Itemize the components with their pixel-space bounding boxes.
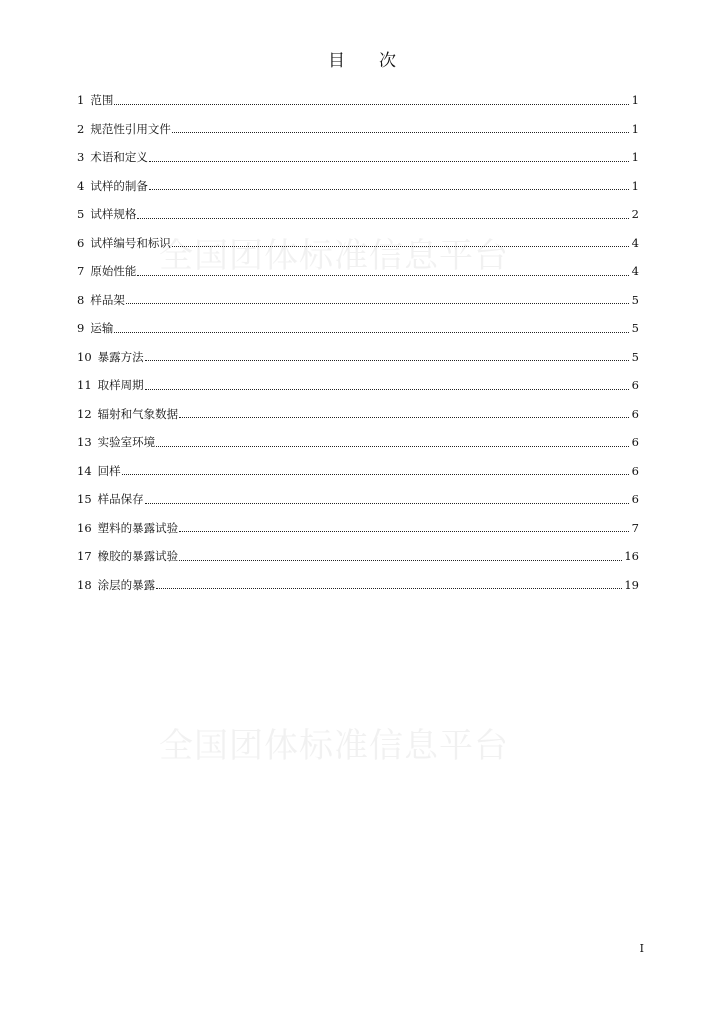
toc-leader-dots <box>145 379 629 392</box>
toc-entry-page: 5 <box>631 349 639 364</box>
toc-entry-page: 2 <box>631 207 639 222</box>
toc-entry-number: 2 <box>77 121 85 136</box>
toc-entry-title: 试样编号和标识 <box>90 235 171 250</box>
toc-leader-dots <box>149 179 629 192</box>
toc-entry-number: 7 <box>77 264 85 279</box>
toc-entry-page: 7 <box>631 520 639 535</box>
toc-entry-page: 6 <box>631 435 639 450</box>
toc-entry-number: 15 <box>77 492 92 507</box>
toc-entry-page: 6 <box>631 378 639 393</box>
toc-entry-number: 5 <box>77 207 85 222</box>
toc-leader-dots <box>179 550 622 563</box>
toc-leader-dots <box>149 151 629 164</box>
toc-entry[interactable] <box>77 400 639 429</box>
toc-entry[interactable] <box>77 314 639 343</box>
toc-entry-number: 16 <box>77 520 92 535</box>
toc-leader-dots <box>145 350 629 363</box>
toc-entry-number: 14 <box>77 463 92 478</box>
toc-entry-page: 1 <box>631 178 639 193</box>
toc-entry-number: 12 <box>77 406 92 421</box>
toc-entry[interactable] <box>77 229 639 258</box>
toc-entry[interactable] <box>77 428 639 457</box>
toc-entry-page: 6 <box>631 492 639 507</box>
toc-entry-number: 17 <box>77 549 92 564</box>
toc-entry-number: 10 <box>77 349 92 364</box>
toc-entry-number: 13 <box>77 435 92 450</box>
toc-entry-title: 原始性能 <box>90 264 137 279</box>
toc-leader-dots <box>156 436 629 449</box>
toc-entry-number: 1 <box>77 93 85 108</box>
toc-entry-page: 19 <box>624 577 639 592</box>
toc-entry-page: 1 <box>631 121 639 136</box>
toc-entry-number: 9 <box>77 321 85 336</box>
watermark: 全国团体标准信息平台 <box>159 236 509 276</box>
toc-entry-title: 样品保存 <box>97 492 144 507</box>
toc-entry-page: 16 <box>624 549 639 564</box>
toc-leader-dots <box>145 493 629 506</box>
toc-entry[interactable] <box>77 115 639 144</box>
toc-entry-title: 涂层的暴露 <box>97 577 156 592</box>
toc-leader-dots <box>179 407 629 420</box>
toc-entry-page: 5 <box>631 292 639 307</box>
toc-entry-title: 暴露方法 <box>97 349 144 364</box>
toc-leader-dots <box>126 293 629 306</box>
toc-entry-page: 4 <box>631 235 639 250</box>
toc-entry-title: 运输 <box>90 321 114 336</box>
toc-entry[interactable] <box>77 172 639 201</box>
toc-entry-title: 规范性引用文件 <box>90 121 171 136</box>
toc-leader-dots <box>137 208 629 221</box>
toc-leader-dots <box>137 265 629 278</box>
toc-entry-page: 1 <box>631 93 639 108</box>
watermark: 全国团体标准信息平台 <box>159 726 509 766</box>
toc-entry-page: 1 <box>631 150 639 165</box>
toc-entry-number: 6 <box>77 235 85 250</box>
toc-entry-number: 8 <box>77 292 85 307</box>
toc-entry[interactable] <box>77 343 639 372</box>
page-title-part: 目 <box>328 51 345 71</box>
toc-leader-dots <box>179 521 629 534</box>
toc-entry[interactable] <box>77 257 639 286</box>
toc-entry[interactable] <box>77 371 639 400</box>
toc-entry[interactable] <box>77 200 639 229</box>
toc-entry-title: 试样的制备 <box>90 178 148 193</box>
toc-entry-title: 辐射和气象数据 <box>97 406 179 421</box>
page-number: I <box>639 942 644 955</box>
toc-entry-page: 6 <box>631 463 639 478</box>
toc-entry[interactable] <box>77 514 639 543</box>
table-of-contents <box>77 86 639 599</box>
toc-entry-number: 4 <box>77 178 85 193</box>
page-title <box>0 46 724 71</box>
toc-entry-title: 试样规格 <box>90 207 137 222</box>
toc-leader-dots <box>172 122 629 135</box>
toc-leader-dots <box>122 464 629 477</box>
toc-entry-number: 11 <box>77 378 92 393</box>
page-title-part: 次 <box>379 51 396 71</box>
toc-entry-page: 4 <box>631 264 639 279</box>
toc-entry[interactable] <box>77 86 639 115</box>
toc-leader-dots <box>156 578 622 591</box>
toc-leader-dots <box>172 236 629 249</box>
toc-entry-title: 回样 <box>97 463 121 478</box>
toc-entry[interactable] <box>77 286 639 315</box>
toc-entry-page: 6 <box>631 406 639 421</box>
toc-entry-title: 塑料的暴露试验 <box>97 520 179 535</box>
toc-leader-dots <box>114 322 629 335</box>
toc-entry-page: 5 <box>631 321 639 336</box>
toc-entry-title: 样品架 <box>90 292 125 307</box>
toc-entry-number: 18 <box>77 577 92 592</box>
toc-entry[interactable] <box>77 143 639 172</box>
toc-entry-title: 实验室环境 <box>97 435 156 450</box>
toc-entry-title: 术语和定义 <box>90 150 148 165</box>
toc-entry-title: 橡胶的暴露试验 <box>97 549 179 564</box>
toc-entry[interactable] <box>77 457 639 486</box>
toc-entry[interactable] <box>77 542 639 571</box>
toc-leader-dots <box>114 94 629 107</box>
toc-entry[interactable] <box>77 571 639 600</box>
toc-entry-title: 范围 <box>90 93 114 108</box>
toc-entry-title: 取样周期 <box>97 378 144 393</box>
toc-entry-number: 3 <box>77 150 85 165</box>
toc-entry[interactable] <box>77 485 639 514</box>
